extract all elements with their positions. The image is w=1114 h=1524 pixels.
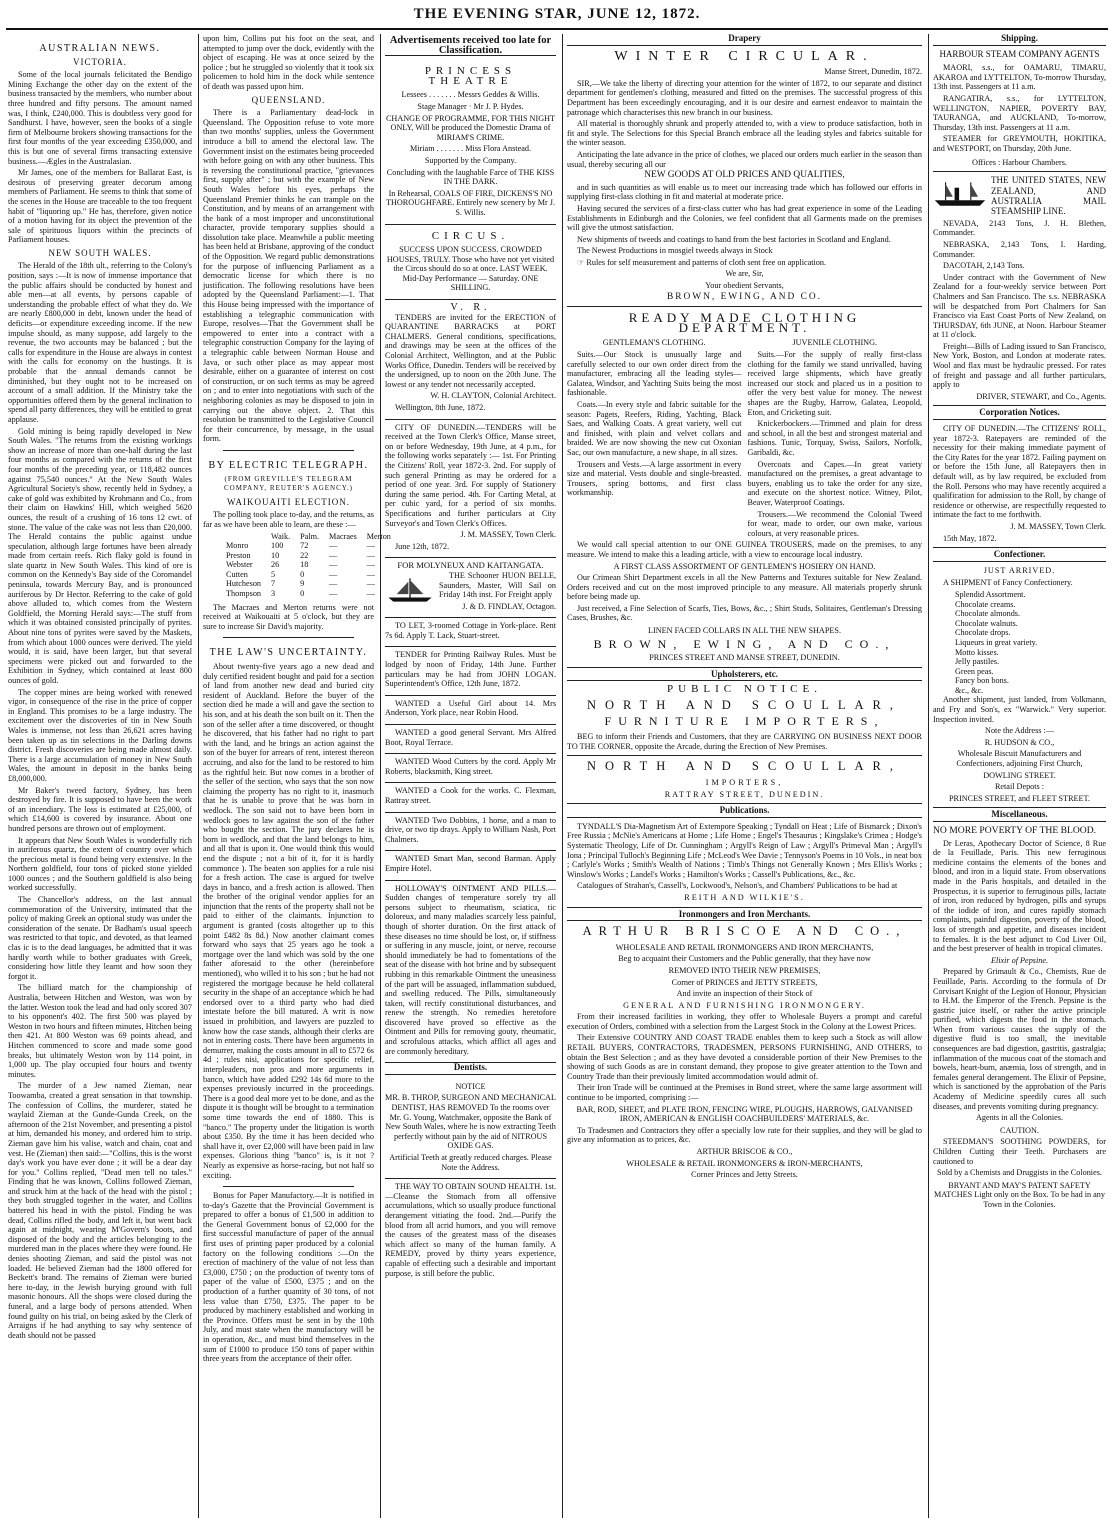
column-4 — [562, 34, 926, 1518]
divider — [567, 755, 922, 756]
poll-cell: — — [329, 579, 338, 589]
poll-cell: Cutten — [226, 569, 248, 579]
ad-line: BAR, ROD, SHEET, and PLATE IRON, FENCING WIRE, PLOUGHS, HARROWS, GALVANISED IRON, AMERICAN & ENGLISH COACHBUILDERS' MATERIALS, &c. — [576, 1104, 913, 1124]
article-paragraph: Some of the local journals felicitated the Bendigo Mining Exchange the other day on the extent of the business transacted by the members, who number about three hundred and fifty persons. The amount named was, I think, £240,000. This is doubtless very good for Sandhurst. I have, however, seen the books of a single firm of Melbourne brokers showing transactions for the first four months of the year exceeding £350,000, and this is but one of several firms transacting extensive business.—Ægles in the Australasian. — [8, 70, 192, 166]
ad-line: Your obedient Servants, — [705, 281, 784, 291]
ad-line: PRINCES STREET AND MANSE STREET, DUNEDIN. — [649, 653, 840, 663]
article-paragraph: The Macraes and Merton returns were not received at Waikouaiti at 5 o'clock, but they are sure to increase Sir David's majority. — [203, 602, 374, 631]
ad-line: WANTED a good general Servant. Mrs Alfred Boot, Royal Terrace. — [385, 728, 556, 747]
ad-line: NEVADA, 2143 Tons, J. H. Blethen, Commander. — [933, 218, 1106, 238]
law-heading: THE LAW'S UNCERTAINTY. — [209, 647, 368, 659]
ad-signature: REITH AND WILKIE'S. — [684, 892, 805, 902]
ad-line: Overcoats and Capes.—In great variety manufactured on the premises, a great advantage to buyers, enabling us to take the order for any size, and execute on the shortest notice. Witney, Pilot, Beaver, Waterproof Coatings. — [747, 459, 922, 507]
ad-line: In Rehearsal, COALS OF FIRE, DICKENS'S NO THOROUGHFARE. Entirely new scenery by Mr J. S. Willis. — [385, 188, 556, 217]
upholsterers-heading: Upholsterers, etc. — [567, 667, 922, 682]
article-paragraph: Mr Baker's tweed factory, Sydney, has been destroyed by fire. It is supposed to have been the work of an incendiary. The loss is estimated at £25,000, of which £14,600 is covered by insurance. About one hundred persons are thrown out of employment. — [8, 785, 192, 833]
ad-title: NO MORE POVERTY OF THE BLOOD. — [933, 825, 1097, 836]
dentist-ad — [385, 1079, 556, 1179]
article-paragraph: The Chancellor's address, on the last annual commemoration of the University, intimated that the policy of making Greek an optional study was under the consideration of the senate. Dr Badham's usual speech was restricted to that topic, and devoted, as that learned clas ic is to the dead languages, he admitted that it was hardly worth while to bother graduates with Greek, considering how little they learnt and how soon they forgot it. — [8, 895, 192, 981]
ad-line: WANTED Smart Man, second Barman. Apply Empire Hotel. — [385, 854, 556, 873]
poll-cell: 3 — [271, 589, 276, 599]
masthead: THE EVENING STAR, JUNE 12, 1872. — [413, 6, 701, 22]
article-paragraph: The billiard match for the championship of Australia, between Hitchen and Weston, was won by the latter. Weston took the lead and had only scored 307 to his opponent's 402. The first 500 was played by Weston in two hours and fifteen minutes, Hitchen being then 421. At 800 Weston was 69 points ahead, and Hitchen commenced to score and made some good breaks, but ultimately Weston won by 114 point, in 1,000 up. The play occupied four hours and twenty minutes. — [8, 983, 192, 1079]
poll-cell: 0 — [300, 589, 305, 599]
schooner-ad — [385, 558, 556, 618]
poll-cell: — — [366, 550, 375, 560]
list-item: Chocolate drops. — [955, 628, 1011, 638]
list-item: Chocolate almonds. — [955, 609, 1021, 619]
ad-line: RANGATIRA, s.s., for LYTTELTON, WELLINGTON, NAPIER, POVERTY BAY, TAURANGA, and AUCKLAND, To-morrow, Thursday, 13th inst. Passengers at 11 a.m. — [933, 93, 1106, 132]
ad-line: DACOTAH, 2,143 Tons. — [943, 261, 1025, 271]
quarantine-tender-ad — [385, 300, 556, 420]
ad-line: DOWLING STREET. — [983, 770, 1056, 780]
holloway-ad — [385, 881, 556, 1064]
wanted-ad — [385, 696, 556, 725]
ad-line: Offices : Harbour Chambers. — [972, 157, 1067, 167]
divider — [223, 450, 354, 451]
ad-line: ☞ Rules for self measurement and patterns of cloth sent free on application. — [577, 257, 827, 267]
ad-signature: J. M. MASSEY, Town Clerk. — [460, 530, 556, 540]
ready-made-clothing-title: READY MADE CLOTHING DEPARTMENT. — [628, 310, 861, 335]
poll-cell: 10 — [271, 550, 280, 560]
ad-line: Trousers.—We recommend the Colonial Tweed for wear, made to order, our own make, various colours, at very reasonable prices. — [747, 509, 922, 538]
poll-row — [221, 570, 396, 580]
ad-line: BEG to inform their Friends and Customers, that they are CARRYING ON BUSINESS NEXT DOOR TO THE CORNER, opposite the Arcade, during the Erection of New Premises. — [567, 732, 922, 751]
ad-line: Under contract with the Government of New Zealand for a four-weekly service between Port Chalmers and San Francisco. The s.s. NEBRASKA will be despatched from Port Chalmers for San Francisco via East Coast Ports of New Zealand, on THURSDAY, 6th JUNE, at Noon. Harbour Steamer at 11 o'clock. — [933, 272, 1106, 340]
ad-signature: ARTHUR BRISCOE & CO., — [696, 1147, 793, 1156]
ad-line: Wholesale Biscuit Manufacturers and Confectioners, adjoining First Church, — [956, 749, 1083, 769]
ad-title: JUST ARRIVED. — [983, 565, 1056, 575]
poll-cell: — — [329, 541, 338, 551]
poll-header-cell — [221, 532, 266, 542]
poll-cell: 0 — [300, 569, 305, 579]
wanted-ad — [385, 725, 556, 754]
miscellaneous-heading: Miscellaneous. — [933, 807, 1106, 822]
poll-cell: — — [329, 550, 338, 560]
ad-date: Wellington, 8th June, 1872. — [395, 403, 486, 412]
ad-title: CAUTION. — [1000, 1125, 1039, 1135]
poll-cell: Preston — [226, 550, 251, 560]
ad-line: Suits.—Our Stock is unusually large and carefully selected to our own order direct from the manufacturer, embracing all the leading styles—Galatea, Windsor, and Yachting Suits being the most fashionable. — [567, 350, 742, 398]
ad-line: IMPORTERS, — [705, 778, 784, 787]
ad-line: Supported by the Company. — [424, 155, 517, 165]
furniture-importers-title: FURNITURE IMPORTERS, — [604, 713, 885, 728]
ad-line: TYNDALL'S Dia-Magnetism Art of Extempore Speaking ; Tyndall on Heat ; Life of Bismarck ; Dixon's Free Russia ; McNie's Americans at Home ; Life Home ; Engel's Thesaurus ; Kingslake's Crimea ; Hodge's Systematic Theology, Life of Dr. Cunningham ; Argyll's Reign of Law ; Argyll's Primeval Man ; Argyll's Iona ; Principal Tulloch's Beginning Life ; McLeod's Wee Davie ; Tennyson's Poems in 10 Vols., in neat box ; Carlyle's Works ; Smith's Wealth of Nations ; Timb's Things not Generally Known ; Mrs Ellis's Works ; Winslow's Works ; Landel's Works ; Hamilton's Works ; Cassell's Publications, &c., &c. — [567, 821, 922, 879]
ad-line: SUCCESS UPON SUCCESS. CROWDED HOUSES, TRULY. Those who have not yet visited the Circus should do so at once. LAST WEEK. Mid-Day Performance — Saturday. ONE SHILLING. — [386, 245, 555, 293]
article-paragraph: The murder of a Jew named Zieman, near Toowamba, created a great sensation in that township. The confession of Collins, the murderer, stated he waylaid Zieman at the Gunde-Gunda Creek, on the afternoon of the 21st November, and presenting a pistol at him, demanded his money, and ordered him to strip. Zieman gave him his valise, watch and chain, coat and vest. He (Zieman) then said:—"Collins, this is the worst day's work you have ever done ; it will be a dear day for you." Collins replied, "Dead men tell no tales." Finding that he was known, Collins followed Zieman, and struck him at the back of the head with the pistol ; they both struggled together in the water, and Collins battered his head in with the pistol. Finding he was dead, Collins rifled the body, and left it, but went back again at midnight, wearing M'Govern's boots, and disposed of the body and the articles belonging to the murdered man in the places where they were found. He denies shooting Zieman, and said the pistol was not loaded. He believed Zieman had the 1800 offered for Beckett's brand. The remains of Zieman were buried here to-day, in the Jewish burying ground with full masonic honours. All the shops were closed during the funeral, and a large body of persons attended. When found guilty on his trial, on being asked by the Clerk of Arraigns if he had anything to say why sentence of death should not be passed — [8, 1081, 192, 1340]
ad-line: From their increased facilities in working, they offer to Wholesale Buyers a prompt and careful execution of Orders, combined with a selection from the Largest Stock in the Colony at the Lowest Prices. — [567, 1012, 922, 1031]
article-paragraph: The copper mines are being worked with renewed vigor, in consequence of the rise in the price of copper in England. This promises to be a large industry. The excitement over the discoveries of tin in New South Wales is immense, not less than 26,621 acres having been taken up as tin selections in the Darling downs district. Fresh discoveries are being made almost daily. There is a large accumulation of money in New South Wales, the amount in deposit in the banks being £8,000,000. — [8, 687, 192, 783]
ad-signature: DRIVER, STEWART, and Co., Agents. — [976, 391, 1106, 401]
article-paragraph: Mr James, one of the members for Ballarat East, is desirous of preserving greater decorum among members of Parliament. He seems to think that some of the scenes in the House are traceable to the too frequent habit of "liquoring up." He has, therefore, given notice of a motion having for its object the prevention of the sale of spirituous liquors within the precincts of Parliament houses. — [8, 168, 192, 245]
poll-cell: — — [366, 569, 375, 579]
ad-line: We are, Sir, — [725, 269, 764, 279]
ad-line: Having secured the services of a first-class cutter who has had great experience in some of the Leading Establishments in Edinburgh and the Colonies, we feel confident that all Garments made on the premises will give the utmost satisfaction. — [567, 203, 922, 233]
late-ads-header: Advertisements received too late for Classification. — [385, 36, 556, 56]
ad-line: Another shipment, just landed, from Volkmann, and Fry and Son's, ex "Warwick." Very superior. Inspection invited. — [933, 695, 1106, 724]
ad-line: Miriam . . . . . . . Miss Flora Anstead. — [410, 144, 531, 154]
ad-line: Their Iron Trade will be continued at the Premises in Bond street, where the same large assortment will continue to be imported, comprising :— — [567, 1083, 922, 1103]
ad-line: TO LET, 3-roomed Cottage in York-place. Rent 7s 6d. Apply T. Lack, Stuart-street. — [385, 621, 556, 640]
queensland-heading: QUEENSLAND. — [251, 94, 326, 105]
column-2 — [198, 34, 391, 1518]
ad-line: WANTED a Cook for the works. C. Flexman, Rattray street. — [385, 786, 556, 805]
ad-line: We would call special attention to our ONE GUINEA TROUSERS, made on the premises, to any measure. We intend to make this a leading article, with a view to encourage local industry. — [567, 540, 922, 559]
divider — [223, 1186, 354, 1187]
article-paragraph: Bonus for Paper Manufactory.—It is notified in to-day's Gazette that the Provincial Government is prepared to offer a bonus of £1,500 in addition to the General Government bonus of £2,000 for the first successful manufacture of paper of the annual first uses of printing paper produced by a colonial factory on the following conditions :—On the erection of machinery of the value of not less than £3,000, £750 ; on the production of twenty tons of paper of the value of £500, £375 ; and on the production of a further quantity of 30 tons, of not less value than £750, £375. The paper to be produced by machinery established and working in the Province. Offers must be sent in by the 10th July, and must state when the manufactory will be in operation, &c., and must bind themselves in the sum of £1000 to produce 150 tons of paper within three years from the acceptance of their offer. — [203, 1191, 374, 1364]
ad-line: Beg to acquaint their Customers and the Public generally, that they have now — [618, 954, 871, 964]
ironmongers-heading: Ironmongers and Iron Merchants. — [567, 907, 922, 922]
ad-line: TENDER for Printing Railway Rules. Must be lodged by noon of Friday, 14th June. Further particulars may be had from JOHN LOGAN. Superintendent's Office, 12th June, 1872. — [385, 650, 556, 689]
ad-line: Anticipating the late advance in the price of clothes, we placed our orders much earlier in the season than usual, thereby securing all our — [567, 149, 922, 169]
arthur-briscoe-title: ARTHUR BRISCOE AND CO., — [582, 924, 907, 939]
ad-line: THE UNITED STATES, NEW ZEALAND, AND AUSTRALIA MAIL STEAMSHIP LINE. — [991, 175, 1106, 217]
ad-subtitle: GENTLEMAN'S CLOTHING. — [602, 338, 706, 348]
wanted-ad — [385, 851, 556, 880]
publications-heading: Publications. — [567, 803, 922, 818]
confectionery-list — [933, 590, 1106, 696]
north-scoullar-title-2: NORTH AND SCOULLAR, — [586, 759, 903, 774]
australian-news-title: AUSTRALIAN NEWS. — [39, 43, 161, 54]
poll-cell: — — [366, 579, 375, 589]
list-item: Liqueurs in great variety. — [955, 637, 1038, 647]
list-item: Green peas. — [955, 666, 994, 676]
ad-line: A FIRST CLASS ASSORTMENT OF GENTLEMEN'S HOSIERY ON HAND. — [613, 561, 876, 571]
poll-cell: 72 — [300, 541, 309, 551]
poll-row — [221, 579, 396, 589]
ad-line: A SHIPMENT of Fancy Confectionery. — [943, 578, 1073, 588]
princess-theatre-ad — [385, 60, 556, 224]
ad-line: WANTED Wood Cutters by the cord. Apply Mr Roberts, blacksmith, King street. — [385, 757, 556, 776]
ad-line: Prepared by Grimault & Co., Chemists, Rue de Feuillade, Paris. According to the formula of Dr Corvisart Knight of the Legion of Honour, Physician to H.M. the Emperor of the French. Pepsine is the gastric juice itself, or rather the active principle purified, which digests the food in the stomach. When from various causes the supply of the digestive fluid is too small, the inevitable consequences are bad digestion, gastritis, gastralgia; inflammation of the mucous coat of the stomach and bowels, heart-burn, anæmia, loss of strength, and in females general derangement. The Elixir of Pepsine, which is sanctioned by the approbation of the Paris Academy of Medicine speedily cures all such diseases, and prevents vomiting during pregnancy. — [933, 967, 1106, 1111]
list-item: Splendid Assortment. — [955, 589, 1026, 599]
poll-cell: 18 — [300, 560, 309, 570]
ad-line: Lessees . . . . . . . Messrs Geddes & Willis. — [401, 90, 540, 100]
poll-header-cell: Macraes — [329, 531, 357, 541]
ad-subtitle: JUVENILE CLOTHING. — [792, 338, 878, 348]
north-scoullar-title: NORTH AND SCOULLAR, — [586, 698, 903, 713]
victoria-heading: VICTORIA. — [72, 56, 128, 67]
ad-signature: W. H. CLAYTON, Colonial Architect. — [430, 391, 556, 401]
poll-cell: — — [329, 589, 338, 599]
ad-line: MR. B. THROP, SURGEON AND MECHANICAL DENTIST, HAS REMOVED To the rooms over Mr. G. Young, Watchmaker, opposite the Bank of New South Wales, where he is now extracting Teeth perfectly without pain by the aid of NITROUS OXIDE GAS. — [385, 1093, 556, 1151]
nsw-heading: NEW SOUTH WALES. — [48, 247, 152, 258]
circus-ad — [385, 225, 556, 301]
ad-line: New shipments of tweeds and coatings to hand from the best factories in Scotland and England. — [577, 234, 891, 244]
ship-icon — [385, 573, 435, 607]
waikouaiti-heading: WAIKOUAITI ELECTION. — [227, 496, 350, 507]
ad-line: All material is thoroughly shrunk and properly attended to, with a view to produce satisfaction, both in fit and style. The Selections for this Special Branch embrace all the leading styles and fabrics suitable for the winter season. — [567, 119, 922, 148]
royal-crest — [385, 303, 556, 313]
ad-line: PRINCES STREET, and FLEET STREET. — [948, 793, 1090, 803]
poll-cell: — — [366, 560, 375, 570]
poll-header-row — [221, 532, 396, 542]
crest-letters: V. R. — [450, 302, 491, 314]
column-1 — [4, 34, 196, 1518]
poll-cell: — — [329, 569, 338, 579]
poll-cell: — — [329, 560, 338, 570]
poll-table — [221, 532, 396, 599]
telegraph-source: (FROM GREVILLE'S TELEGRAM COMPANY, REUTER'S AGENCY.) — [223, 474, 354, 493]
to-let-ad — [385, 618, 556, 647]
poll-header-cell: Merton — [366, 531, 391, 541]
ad-line: Manse Street, Dunedin, 1872. — [824, 67, 922, 77]
ad-line: R. HUDSON & CO., — [984, 737, 1055, 747]
juvenile-clothing — [748, 338, 923, 540]
article-paragraph: There is a Parliamentary dead-lock in Queensland. The Opposition refuse to vote more than two months' supplies, unless the Government introduce a bill to amend the electoral law. The Government insist on the estimates being proceeded with before going on with any other business. This is reversing the constitutional practice, "grievances first, supply after" ; but with the example of New South Wales before his eyes, perhaps the Queensland Premier thinks he can trample on the Constitution, and by means of an arrangement with the bank of a most improper and unconstitutional character, provide temporary supplies should a dissolution take place. Meanwhile a public meeting has been held at Brisbane, approving of the conduct of the Opposition. We regard public demonstrations for the purpose of influencing Parliament as a democratic license for which there is no justification. The following resolutions have been adopted by the Queensland Parliament:—1. That this House being impressed with the importance of establishing a telegraphic communication with Europe, resolves—That the Government shall be empowered to enter into a contract with a telegraphic construction Company for the laying of a telegraphic cable between Norman House and Java, or such other place as may appear most desirable, either on a guarantee of interest on cost of construction, or on such terms as may be agreed on ; and to enter into negotiations with such of the neighboring colonies as may be disposed to join in carrying out the above object. 2. That this resolution be transmitted to the Legislative Council for their concurrence, by message, in the usual form. — [203, 108, 374, 444]
ad-signature: Corner Princes and Jetty Streets. — [691, 1170, 798, 1180]
poll-cell: 22 — [300, 550, 309, 560]
clothing-columns — [567, 338, 922, 540]
ad-line: and in such quantities as will enable us to meet our increasing trade which has followed our efforts in supplying first-class clothing in fit and material at moderate price. — [567, 182, 922, 202]
ad-line: SIR,—We take the liberty of directing your attention for the winter of 1872, to our separate and distinct department for gentlemen's clothing, measured and fitted on the premises. The successful progress of this Department has been exceedingly encouraging, and it is our desire and earnest endeavor to maintain the patronage which characterises this new branch in our business. — [567, 78, 922, 117]
ad-line: THE WAY TO OBTAIN SOUND HEALTH. 1st.—Cleanse the Stomach from all offensive accumulations, which so usually produce functional derangement vitiating the food. 2nd.—Purify the blood from all acrid humors, and you will remove the causes of the greatest mass of the diseases which affect so many of the human family. A REMEDY, proved by thirty years experience, capable of effecting such a desirable and important purpose, is still before the public. — [385, 1182, 556, 1278]
railway-tender-ad — [385, 647, 556, 695]
ad-line: Coats.—In every style and fabric suitable for the season: Pagets, Reefers, Riding, Yachting, Black Saes, and Walking Coats. A great variety, well cut and finished, with plain and velvet collars and braided. We are now showing the new cut Oxonian Sac, our own manufacture, a new shape, in all sizes. — [567, 400, 742, 457]
city-tender-ad — [385, 420, 556, 559]
ad-line: To Tradesmen and Contractors they offer a specially low rate for their supplies, and they will be glad to give any information as to prices, &c. — [567, 1125, 922, 1145]
poll-cell: Thompson — [226, 589, 262, 599]
ad-line: WANTED a Useful Girl about 14. Mrs Anderson, York place, near Robin Hood. — [385, 698, 556, 718]
health-ad — [385, 1179, 556, 1284]
article-paragraph: About twenty-five years ago a new dead and duly certified resident bought and paid for a section of land from another new dead and buried city resident of Auckland. Before the buyer of the section died he made a will and gave the section to his son, and at his death the son built on it. Then the son of the seller after a time discovered, or thought he discovered, that his father had no right to part with the land, and he brings an action against the son of the buyer for arrears of rent, interest thereon accruing, and also for the land to be restored to him as the rightful heir. But now comes in a brother of the seller of the section, who says that the son now claiming the property has no right to it, inasmuch that he is unable to prove that he was born in wedlock. The son said not to have been born in wedlock goes to law against the son of the father who bought the section. The jury declares he is born in wedlock, and that the land belongs to him, and all that is upon it. One would think this would end the dispute ; not a bit of it, for it is hardly commonce ). The beaten son applies for a rule nisi for a fresh action. The case is argued for twelve days in banco, and a fresh action is allowed. Then the brother of the original vendor applies for an injunction that the rents of the property shall not be paid to either of the claimants. Injunction to argument is granted (costs altogether up to this point £482 8s 8d.) Now another claimant comes forward who says that 25 years ago he took a mortgage over the land which was sold by the one father aforesaid to the other (hereinbefore mentioned), who willed it to his son ; but he had not registered the mortgage because he held collateral security in the shape of an acceptance which he had endorsed over to a third party who had died intestate before the bill matured. A writ is now issued in prohibition, and lawyers are puzzled to know how the case stands, although their clerks are not in entering costs. There have been arguments in demurrer, making the costs amount in all to £572 6s 4d ; rules nisi, applications for specific relief, interpleaders, non pros and more arguments in banco, which have added £292 14s 6d more to the expenses previously incurred in the proceedings. There is a good deal more yet to be done, and as the dispute it is thought will be brought to a termination some time towards the end of 1880. This is "banco." The property under the litigation is worth about £350. By the time it has been decided who shall have it, over £2,000 will have been paid in law expenses. Glorious thing "banco" is, is it not ? Nearly as expensive as horse-racing, but not half so exciting. — [203, 662, 375, 1180]
ad-line: Our Crimean Shirt Department excels in all the New Patterns and Textures suitable for New Zealand. Orders received and cut on the most improved principle to any measure. All materials properly shrunk before being made up. — [567, 573, 922, 602]
ad-line: STEAMER for GREYMOUTH, HOKITIKA, and WESTPORT, on Thursday, 20th June. — [933, 134, 1106, 153]
poll-cell: — — [366, 589, 375, 599]
ad-line: Dr Leras, Apothecary Doctor of Science, 8 Rue de la Feuillade, Paris. This new ferruginous medicine contains the elements of the bones and blood, and iron in a liquid state. From observations made in the Paris hospitals, and detailed in the Prospectus, it is superior to ferruginous pills, lactate of iron, iron reduced by hydrogen, pills and syrups of the iodide of iron, and cures rapidly stomach complaints, painful digestion, poverty of the blood, loss of strength and appetite, and diseases incident to females. It is the best adjunct to Cod Liver Oil, and the best preserver of health in tropical climates. — [933, 838, 1106, 954]
ad-subtitle: Elixir of Pepsine. — [990, 955, 1049, 965]
ad-line: STEEDMAN'S SOOTHING POWDERS, for Children Cutting their Teeth. Purchasers are cautioned to — [933, 1137, 1106, 1166]
shipping-heading: Shipping. — [933, 34, 1106, 46]
list-item: Motto kisses. — [955, 647, 999, 657]
ad-signature: WHOLESALE & RETAIL IRONMONGERS & IRON-MERCHANTS, — [626, 1158, 863, 1168]
divider — [223, 637, 354, 638]
column-5 — [928, 34, 1110, 1518]
ad-line: Freight—Bills of Lading issued to San Francisco, New York, Boston, and London at moderate rates. Wool and flax must be hydraulic pressed. For rates of freight and passage and all further particulars, apply to — [933, 341, 1106, 390]
ad-line: The Newest Productions in mosgiel tweeds always in Stock — [577, 246, 773, 256]
ad-signature: BROWN, EWING, AND CO. — [666, 291, 822, 302]
winter-circular-title: WINTER CIRCULAR. — [614, 48, 875, 64]
ad-line: LINEN FACED COLLARS IN ALL THE NEW SHAPES. — [647, 626, 841, 636]
ad-line: Just received, a Fine Selection of Scarfs, Ties, Bows, &c., ; Shirt Studs, Solitaires, Gentleman's Dressing Cases, Brushes, &c. — [567, 603, 922, 623]
ad-line: CHANGE OF PROGRAMME, FOR THIS NIGHT ONLY, Will be produced the Domestic Drama of MIRIAM'S CRIME. — [385, 113, 556, 142]
divider — [933, 171, 1106, 172]
wanted-ad — [385, 813, 556, 852]
ad-line: CITY OF DUNEDIN.—The CITIZENS' ROLL, year 1872-3. Ratepayers are reminded of the necessity for their making immediate payment of the City Rates for the year 1872. Failing payment on or before the 15th June, all Ratepayers then in default will, as by law required, be excluded from the Roll. Persons who may have recently acquired a qualification for admission to the Roll, by change of residence or otherwise, are respectfully requested to intimate the fact to me forthwith. — [933, 424, 1106, 520]
gentlemens-clothing — [567, 338, 742, 540]
list-item: Jelly pastiles. — [955, 657, 1000, 667]
poll-row — [221, 560, 396, 570]
ad-line: Retail Depots : — [994, 782, 1045, 792]
poll-row — [221, 551, 396, 561]
poll-cell: 5 — [271, 569, 276, 579]
poll-cell: — — [366, 541, 375, 551]
poll-cell: 7 — [271, 579, 276, 589]
list-item: Fancy bon bons. — [955, 676, 1009, 686]
ad-line: MAORI, s.s., for OAMARU, TIMARU, AKAROA and LYTTELTON, To-morrow Thursday, 13th inst. Passengers at 11 a.m. — [933, 63, 1106, 92]
article-paragraph: The polling took place to-day, and the returns, as far as we have been able to learn, are these :— — [203, 510, 374, 529]
poll-header-cell: Waik. — [271, 531, 291, 541]
ad-line: Concluding with the laughable Farce of THE KISS IN THE DARK. — [386, 167, 555, 187]
poll-row — [221, 541, 396, 551]
ad-line: Note the Address :— — [985, 726, 1054, 736]
ad-line: Their Extensive COUNTRY AND COAST TRADE enables them to keep such a Stock as will allow RETAIL BUYERS, CONTRACTORS, TRADESMEN, PERSONS FURNISHING, AND OTHERS, to obtain the Best Selection ; and as they have devoted a considerable portion of their New Premises to the showing of such Goods as are in constant demand, they propose to give greater attention to the Town and Country Trade than their previously limited accommodation would admit of. — [567, 1033, 922, 1081]
poll-row — [221, 589, 396, 599]
ad-signature: J. M. MASSEY, Town Clerk. — [1010, 521, 1106, 531]
ad-line: Stage Manager · Mr J. P. Hydes. — [417, 101, 524, 111]
wanted-ad — [385, 754, 556, 783]
poll-cell: Monro — [226, 541, 249, 551]
poll-cell: Webster — [226, 560, 253, 570]
article-paragraph: upon him, Collins put his foot on the seat, and attempted to jump over the dock, evidently with the object of escaping. He was at once seized by the police ; but he struggled so violently that it took six policemen to hold him in the dock while sentence of death was passed upon him. — [203, 34, 374, 91]
list-item: &c., &c. — [955, 685, 984, 695]
ad-line: HOLLOWAY'S OINTMENT AND PILLS.—Sudden changes of temperature sorely try all persons subject to rheumatism, sciatica, tic doloreux, and many maladies scarcely less painful, though of shorter duration. On the first attack of these diseases no time should be lost, or, if stiffness or suffering in any muscle, joint, or nerve, recourse should immediately be had to fomentations of the seat of the disease with hot brine and by subsequent rubbing in this remarkable Ointment the uneasiness of the part will be assuaged, inflammation subdued, and swelling reduced. The Pills, simultaneously taken, will rectify constitutional disturbances, and renew the strength. No remedies heretofore discovered have proved so effective as the Ointment and Pills for removing gouty, rheumatic, and scrofulous attacks, which afflict all ages and are commonly hereditary. — [385, 883, 556, 1056]
ad-line: Catalogues of Strahan's, Cassell's, Lockwood's, Nelson's, and Chambers' Publications to be had at — [577, 881, 898, 891]
steamship-icon — [933, 177, 987, 211]
ad-line: CITY OF DUNEDIN.—TENDERS will be received at the Town Clerk's Office, Manse street, on or before Wednesday, 19th June, at 4 p.m., for the following works separately :— 1st. For Printing the Citizens' Roll, year 1872-3. 2nd. For supply of such general Printing as may be ordered for a period of one year. 3rd. For supply of Stationery during the same period. 4th. For Carting Metal, at per cubic yard, for a period of six months. Specifications and further particulars at City Surveyor's and Town Clerk's Offices. — [385, 422, 556, 528]
masthead-rule — [6, 28, 1108, 30]
ad-title: NOTICE — [455, 1081, 486, 1091]
ad-date: 15th May, 1872. — [943, 533, 997, 543]
harbour-steam-heading: HARBOUR STEAM COMPANY AGENTS — [939, 48, 1100, 59]
ad-line: THE Schooner HUON BELLE, Saunders, Master, Will Sail on Friday 14th inst. For Freight apply — [439, 570, 556, 600]
public-notice-title: PUBLIC NOTICE. — [667, 683, 822, 696]
poll-cell: 100 — [271, 541, 284, 551]
ad-line: Knickerbockers.—Trimmed and plain for dress and school, in all the best and strongest material and fashions. Tunic, Torquay, Swiss, Sailors, Norfolk, Garibaldi, &c. — [747, 419, 922, 457]
ad-line: WHOLESALE AND RETAIL IRONMONGERS AND IRON MERCHANTS, — [615, 942, 874, 952]
list-item: Chocolate creams. — [955, 599, 1016, 609]
wanted-ad — [385, 783, 556, 812]
ad-signature: J. & D. FINDLAY, Octagon. — [462, 601, 556, 611]
article-paragraph: The Herald of the 18th ult., referring to the Colony's position, says :—It is now of immense importance that the public affairs should be conducted by honest and able men—at all events, by persons capable of understanding the probable effect of what they do. We are nearly £800,000 in debt, known under the head of deficits—or expenditure exceeding income. If the new impulse should, as many suppose, add largely to the revenue, the two accounts may be balanced ; but the calls for expenditure in the House are always in contest with the calls for economy on the hustings. It is probable that the annual demands cannot be diminished, but they ought not to be increased on account of a small addition. If the Ministry take the opportunities offered them by the general inclination to spend all party differences, they will be entitled to great applause. — [8, 261, 192, 424]
ad-date: June 12th, 1872. — [395, 541, 450, 551]
corporation-heading: Corporation Notices. — [933, 405, 1106, 420]
ad-line: TENDERS are invited for the ERECTION of QUARANTINE BARRACKS at PORT CHALMERS. General conditions, specifications, and drawings may be seen at the offices of the Colonial Architect, Wellington, and at the Public Works Office, Dunedin. Tenders will be received by the undersigned, up to noon on the 20th June. The lowest or any tender not necessarily accepted. — [385, 312, 556, 389]
divider — [567, 306, 922, 307]
poll-cell: Hutcheson — [226, 579, 262, 589]
ad-line: And invite an inspection of their Stock of — [676, 989, 813, 999]
poll-header-cell: Palm. — [300, 531, 320, 541]
article-paragraph: Gold mining is being rapidly developed in New South Wales. "The returns from the existing workings show an increase of more than one-half during the last four months as compared with the returns of the first four months of the preceding year, or 118,482 ounces against 75,540 ounces." At the New South Wales Agricultural Society's show, recently held in Sydney, a cake of gold was exhibited by Krohmann and Co., from their claim on Hawkins' Hill, which weighed 5620 ounces, the result of a crushing of 16 tons 12 cwt. of stone. The value of the cake was not less than £20,000. The Herald contains the public against undue speculation, although large fortunes have been already made from certain reefs. Rich flaky gold is found in slate quartz in New South Wales. This kind of ore is common on the Kennedy's Bay side of the Coromandel peninsula, towards Mercury Bay, and is pronounced auriferous by Dr Hector. Referring to the cake of gold above alluded to, which comes from the Western Goldfield, the Morning Herald says:—The stuff from which it was obtained consisted principally of pyrites. About nine tons of pyrites were saved by the Maskets, from which about 1000 ounces were derived. The yield would, it is said, have been larger, but that several specimens were picked out and forwarded to the Exhibition in Sydney, which contained at least 800 ounces of gold. — [8, 426, 192, 685]
drapery-heading: Drapery — [567, 34, 922, 46]
telegraph-heading: BY ELECTRIC TELEGRAPH. — [208, 459, 369, 471]
poll-cell: 9 — [300, 579, 305, 589]
list-item: Chocolate walnuts. — [955, 618, 1018, 628]
ad-line: WANTED Two Dobbins, 1 horse, and a man to drive, or two tip drays. Apply to William Nash, Port Chalmers. — [385, 815, 556, 844]
article-paragraph: It appears that New South Wales is wonderfully rich in auriferous quartz, the extent of country over which the precious metal is found being very extensive. In the Northern goldfield, four tons of picked stone yielded 1000 ounces ; and the Southern goldfield is also being worked successfully. — [8, 835, 192, 893]
ad-line: Artificial Teeth at greatly reduced charges. Please Note the Address. — [389, 1153, 552, 1172]
brown-ewing-title: BROWN, EWING, AND CO., — [593, 636, 896, 651]
confectioner-heading: Confectioner. — [933, 547, 1106, 562]
dentists-heading: Dentists. — [385, 1063, 556, 1075]
ad-title: CIRCUS. — [431, 229, 510, 242]
ad-title: FOR MOLYNEUX AND KAITANGATA. — [397, 560, 544, 571]
ad-line: Trousers and Vests.—A large assortment in every size and material. Vests double and single-breasted. Trousers, spring bottoms, and first class workmanship. — [567, 459, 742, 498]
ad-line: REMOVED INTO THEIR NEW PREMISES, — [668, 965, 821, 975]
poll-cell: 26 — [271, 560, 280, 570]
ad-line: NEBRASKA, 2,143 Tons, I. Harding, Commander. — [933, 239, 1106, 259]
ad-line: Suits.—For the supply of really first-class clothing for the family we stand unrivalled, having received large shipments, which have greatly increased our stock and placed us in a position to offer the very best value for money. The newest shapes are the Rugby, Harrow, Galatea, Leopold, Eton, and Cricketing suit. — [747, 350, 922, 417]
column-3 — [380, 34, 560, 1518]
ad-line: NEW GOODS AT OLD PRICES AND QUALITIES, — [644, 170, 845, 181]
ad-line: RATTRAY STREET, DUNEDIN. — [664, 789, 825, 799]
ad-line: BRYANT AND MAY'S PATENT SAFETY MATCHES Light only on the Box. To be had in any Town in the Colonies. — [934, 1180, 1105, 1209]
ad-title: PRINCESS THEATRE — [424, 65, 517, 87]
ad-line: Corner of PRINCES and JETTY STREETS, — [671, 977, 818, 987]
ad-line: Sold by a Chemists and Druggists in the Colonies. — [937, 1168, 1102, 1178]
ad-line: Agents in all the Colonies. — [975, 1113, 1064, 1123]
ad-line: GENERAL AND FURNISHING IRONMONGERY. — [623, 1000, 866, 1010]
